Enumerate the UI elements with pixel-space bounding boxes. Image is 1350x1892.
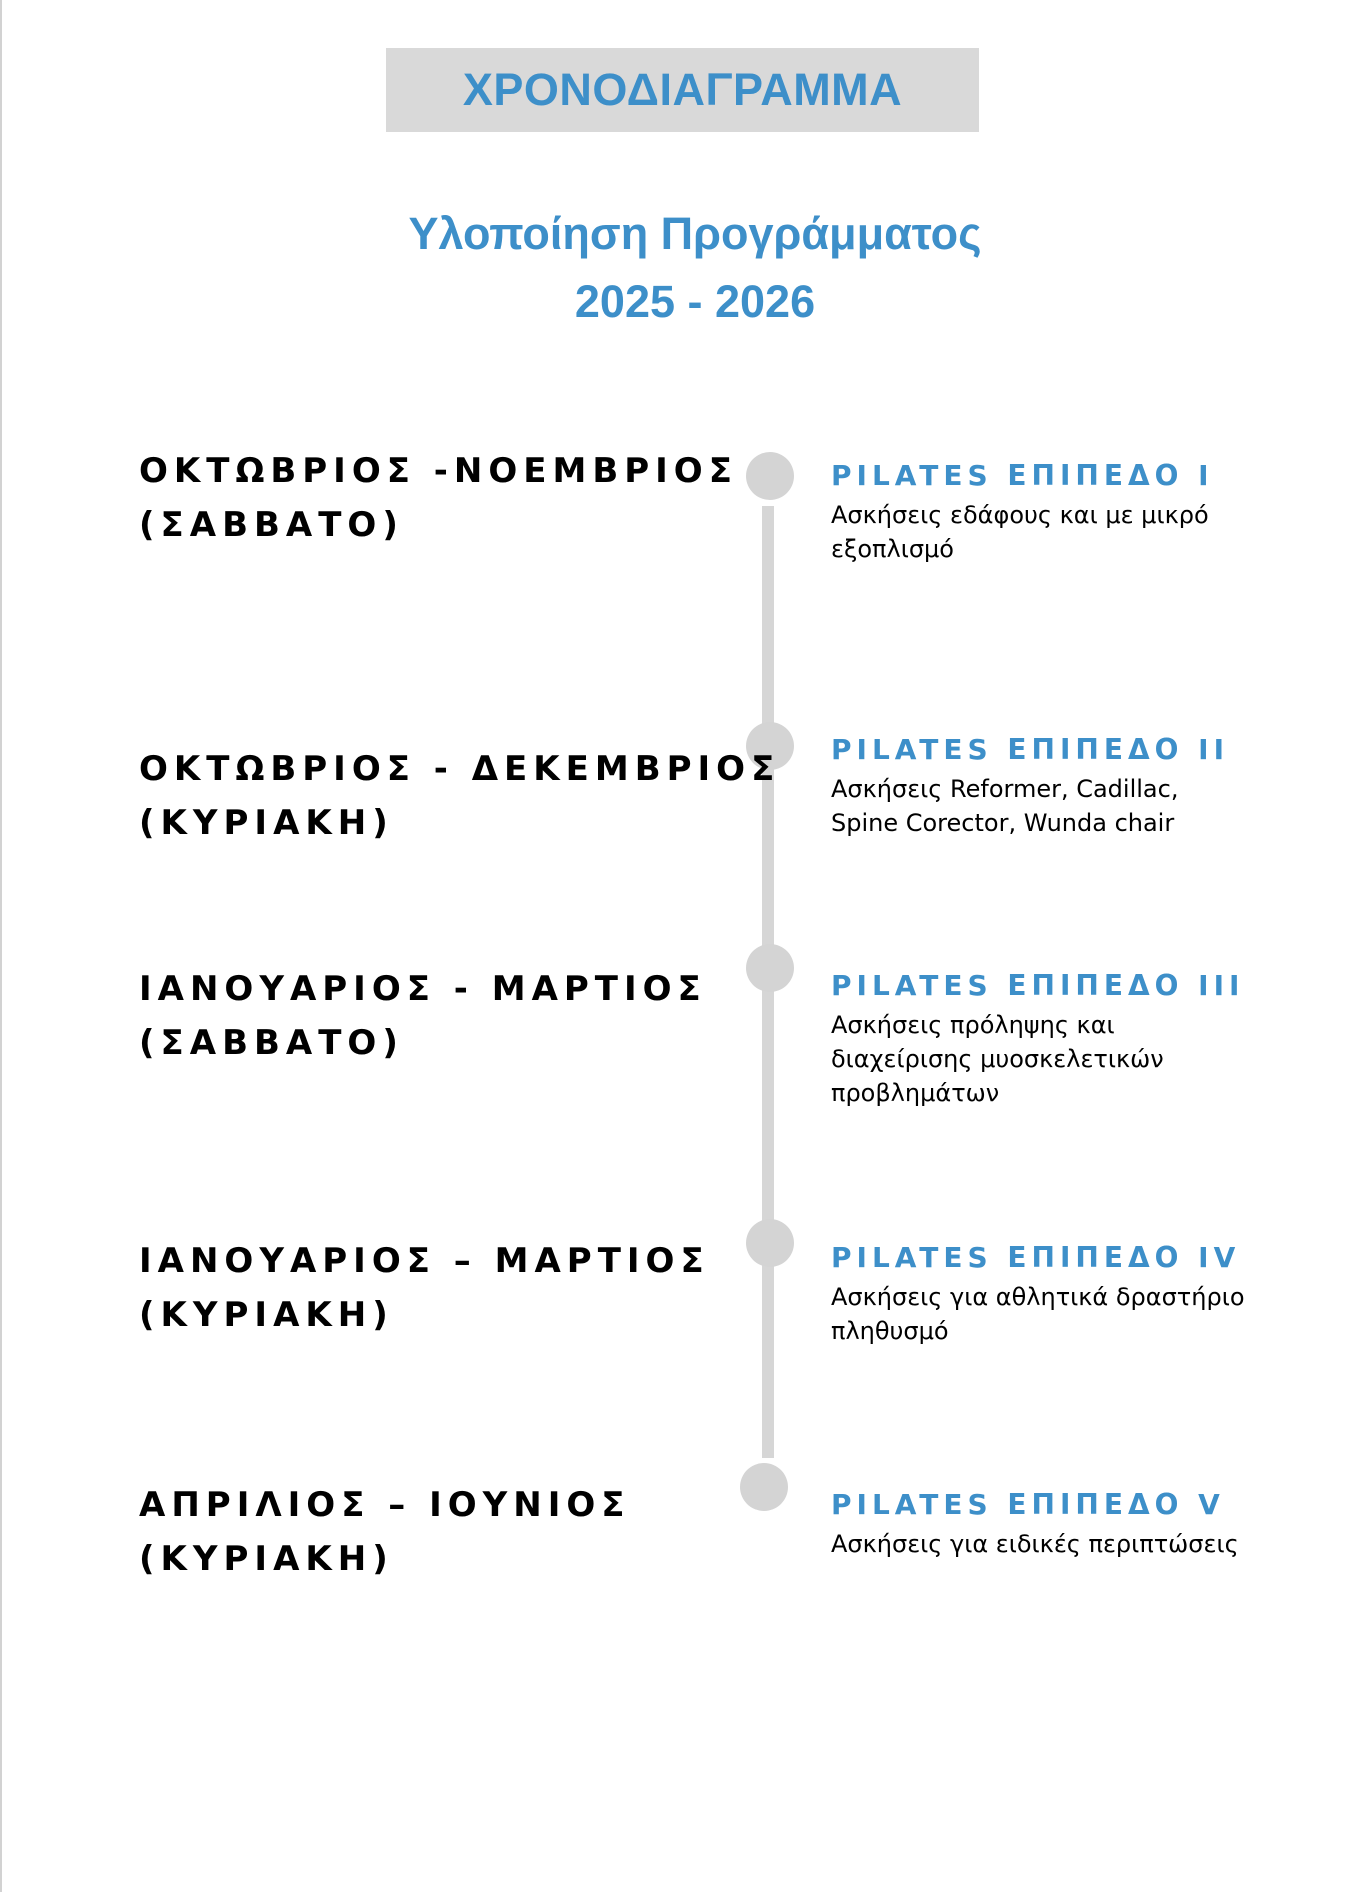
period-day: (ΣΑΒΒΑΤΟ) xyxy=(139,505,404,545)
timeline-dot xyxy=(740,1463,788,1511)
period-day: (ΚΥΡΙΑΚΗ) xyxy=(139,1539,394,1579)
timeline-period xyxy=(139,444,738,552)
timeline-dot xyxy=(746,944,794,992)
period-day: (ΚΥΡΙΑΚΗ) xyxy=(139,803,394,843)
period-months: ΟΚΤΩΒΡΙΟΣ -ΝΟΕΜΒΡΙΟΣ xyxy=(139,451,738,491)
period-months: ΙΑΝΟΥΑΡΙΟΣ - ΜΑΡΤΙΟΣ xyxy=(139,969,707,1009)
timeline-period xyxy=(139,1234,710,1342)
period-day: (ΚΥΡΙΑΚΗ) xyxy=(139,1295,394,1335)
timeline-period xyxy=(139,1478,631,1586)
level-title: PILATES ΕΠΙΠΕΔΟ I xyxy=(831,459,1214,492)
timeline-period xyxy=(139,962,707,1070)
period-day: (ΣΑΒΒΑΤΟ) xyxy=(139,1023,404,1063)
timeline-dot xyxy=(746,1219,794,1267)
subtitle-line-1: Υλοποίηση Προγράμματος xyxy=(408,208,982,259)
timeline-period xyxy=(139,742,780,850)
level-title: PILATES ΕΠΙΠΕΔΟ II xyxy=(831,733,1230,766)
timeline-dot xyxy=(746,452,794,500)
subtitle-line-2: 2025 - 2026 xyxy=(574,276,816,327)
period-months: ΙΑΝΟΥΑΡΙΟΣ – ΜΑΡΤΙΟΣ xyxy=(139,1241,710,1281)
level-title: PILATES ΕΠΙΠΕΔΟ IV xyxy=(831,1241,1241,1274)
level-description: Ασκήσεις για αθλητικά δραστήριο πληθυσμό xyxy=(831,1283,1245,1345)
level-description: Ασκήσεις Reformer, Cadillac, Spine Corector, Wunda chair xyxy=(831,775,1179,837)
level-description: Ασκήσεις για ειδικές περιπτώσεις xyxy=(831,1530,1239,1558)
header-banner xyxy=(386,48,979,132)
page-title: ΧΡΟΝΟΔΙΑΓΡΑΜΜΑ xyxy=(462,64,903,115)
level-title: PILATES ΕΠΙΠΕΔΟ III xyxy=(831,969,1245,1002)
level-title: PILATES ΕΠΙΠΕΔΟ V xyxy=(831,1488,1225,1521)
period-months: ΑΠΡΙΛΙΟΣ – ΙΟΥΝΙΟΣ xyxy=(139,1485,631,1525)
level-description: Ασκήσεις πρόληψης και διαχείρισης μυοσκελετικών προβλημάτων xyxy=(831,1011,1164,1107)
level-description: Ασκήσεις εδάφους και με μικρό εξοπλισμό xyxy=(831,501,1209,563)
period-months: ΟΚΤΩΒΡΙΟΣ - ΔΕΚΕΜΒΡΙΟΣ xyxy=(139,749,781,789)
